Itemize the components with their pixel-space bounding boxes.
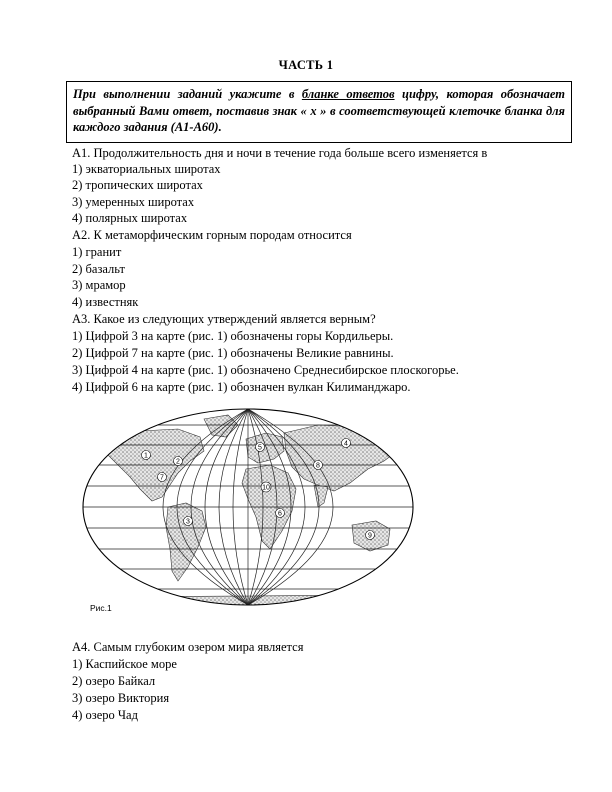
option-a3-3: 3) Цифрой 4 на карте (рис. 1) обозначено Среднесибирское плоскогорье. [72, 363, 459, 377]
instructions-text-2: цифру, которая обозначает выбранный Вами ответ, поставив знак « x » в соответствующей клеточке бланка для каждого задания (А1-А60). [73, 87, 565, 134]
question-a2: А2. К метаморфическим горным породам относится [72, 228, 352, 242]
figure-caption: Рис.1 [90, 603, 112, 613]
question-a4: А4. Самым глубоким озером мира является [72, 640, 304, 654]
page-title: ЧАСТЬ 1 [278, 58, 334, 72]
option-a4-4: 4) озеро Чад [72, 708, 138, 722]
svg-text:9: 9 [368, 532, 372, 540]
marker-3 [184, 517, 193, 526]
option-a1-3: 3) умеренных широтах [72, 195, 195, 209]
option-a3-1: 1) Цифрой 3 на карте (рис. 1) обозначены горы Кордильеры. [72, 329, 394, 343]
marker-10 [261, 482, 271, 492]
svg-text:8: 8 [316, 462, 320, 470]
option-a2-1: 1) гранит [72, 245, 122, 259]
option-a1-1: 1) экваториальных широтах [72, 162, 221, 176]
option-a4-2: 2) озеро Байкал [72, 674, 156, 688]
option-a1-2: 2) тропических широтах [72, 178, 203, 192]
option-a2-3: 3) мрамор [72, 278, 126, 292]
marker-9 [366, 531, 375, 540]
svg-text:6: 6 [278, 510, 282, 518]
svg-text:7: 7 [160, 474, 164, 482]
svg-text:2: 2 [176, 458, 180, 466]
option-a2-4: 4) известняк [72, 295, 139, 309]
option-a2-2: 2) базальт [72, 262, 125, 276]
option-a4-3: 3) озеро Виктория [72, 691, 170, 705]
svg-text:3: 3 [186, 518, 190, 526]
instructions-underlined: бланке ответов [301, 87, 395, 101]
question-a3: А3. Какое из следующих утверждений является верным? [72, 312, 376, 326]
world-map-figure [78, 403, 418, 613]
question-a1: А1. Продолжительность дня и ночи в течение года больше всего изменяется в [72, 146, 488, 160]
svg-text:1: 1 [144, 452, 148, 460]
instructions-box [66, 81, 572, 143]
option-a4-1: 1) Каспийское море [72, 657, 177, 671]
option-a3-4: 4) Цифрой 6 на карте (рис. 1) обозначен вулкан Килиманджаро. [72, 380, 411, 394]
svg-text:5: 5 [258, 444, 262, 452]
option-a1-4: 4) полярных широтах [72, 211, 188, 225]
marker-8 [314, 461, 323, 470]
marker-6 [276, 509, 285, 518]
option-a3-2: 2) Цифрой 7 на карте (рис. 1) обозначены Великие равнины. [72, 346, 394, 360]
svg-text:10: 10 [262, 484, 270, 492]
instructions-text-1: При выполнении заданий укажите в [73, 87, 302, 101]
world-map [78, 403, 418, 613]
marker-7 [158, 473, 167, 482]
marker-1 [142, 451, 151, 460]
marker-2 [174, 457, 183, 466]
svg-text:4: 4 [344, 440, 348, 448]
marker-4 [342, 439, 351, 448]
marker-5 [256, 443, 265, 452]
